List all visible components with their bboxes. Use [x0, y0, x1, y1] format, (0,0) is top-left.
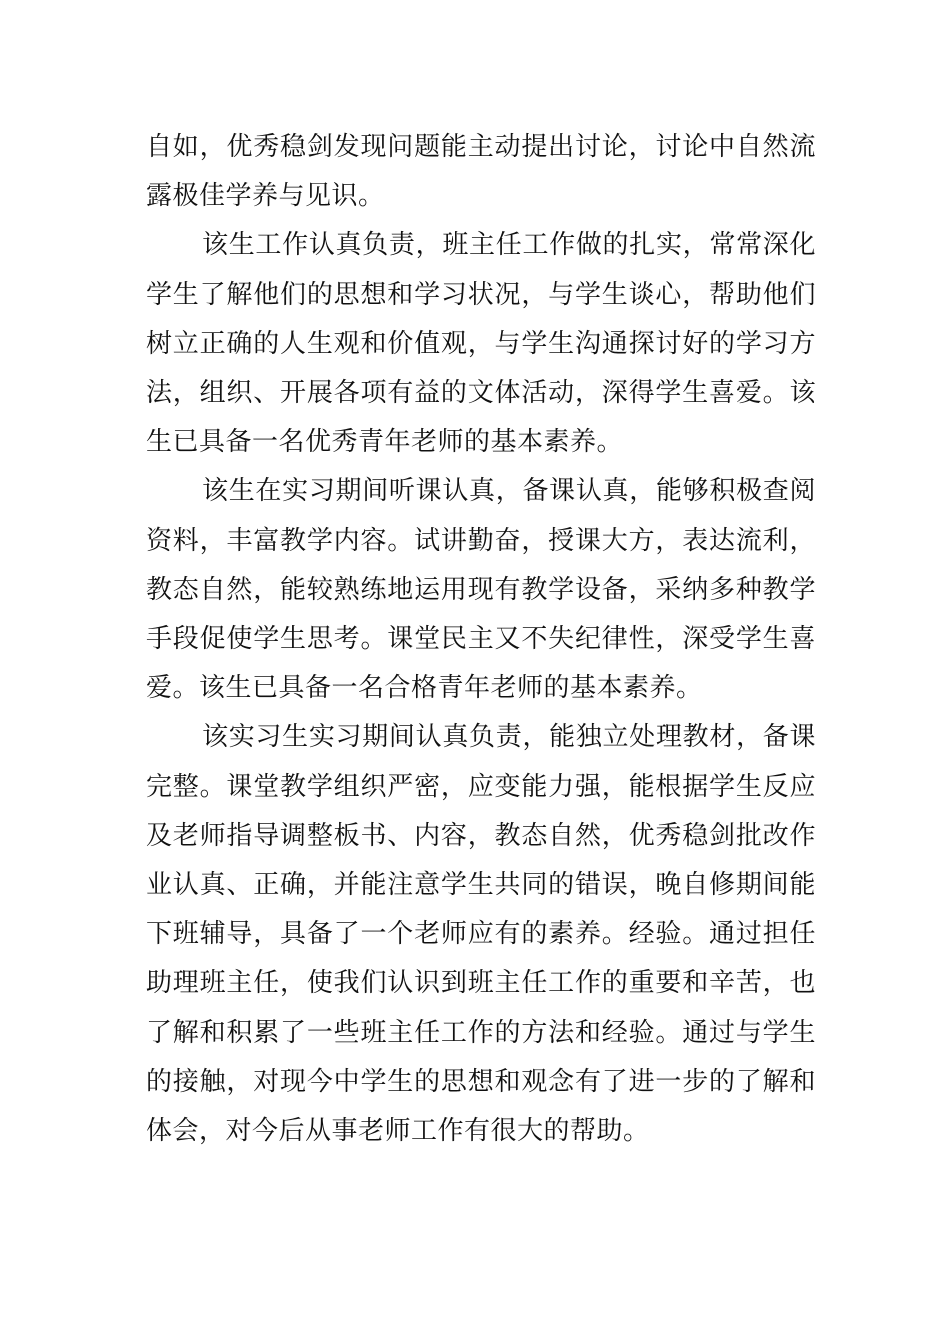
document-body	[146, 123, 816, 1156]
paragraph-1: 自如，优秀稳剑发现问题能主动提出讨论，讨论中自然流露极佳学养与见识。	[146, 132, 816, 212]
paragraph-3: 该生在实习期间听课认真，备课认真，能够积极查阅资料，丰富教学内容。试讲勤奋，授课大方，表达流利，教态自然，能较熟练地运用现有教学设备，采纳多种教学手段促使学生思考。课堂民主又不失纪律性，深受学生喜爱。该生已具备一名合格青年老师的基本素养。	[146, 476, 816, 704]
paragraph-4: 该实习生实习期间认真负责，能独立处理教材，备课完整。课堂教学组织严密，应变能力强，能根据学生反应及老师指导调整板书、内容，教态自然，优秀稳剑批改作业认真、正确，并能注意学生共同的错误，晚自修期间能下班辅导，具备了一个老师应有的素养。经验。通过担任助理班主任，使我们认识到班主任工作的重要和辛苦，也了解和积累了一些班主任工作的方法和经验。通过与学生的接触，对现今中学生的思想和观念有了进一步的了解和体会，对今后从事老师工作有很大的帮助。	[146, 722, 816, 1147]
paragraph-2: 该生工作认真负责，班主任工作做的扎实，常常深化学生了解他们的思想和学习状况，与学生谈心，帮助他们树立正确的人生观和价值观，与学生沟通探讨好的学习方法，组织、开展各项有益的文体活动，深得学生喜爱。该生已具备一名优秀青年老师的基本素养。	[146, 230, 816, 458]
